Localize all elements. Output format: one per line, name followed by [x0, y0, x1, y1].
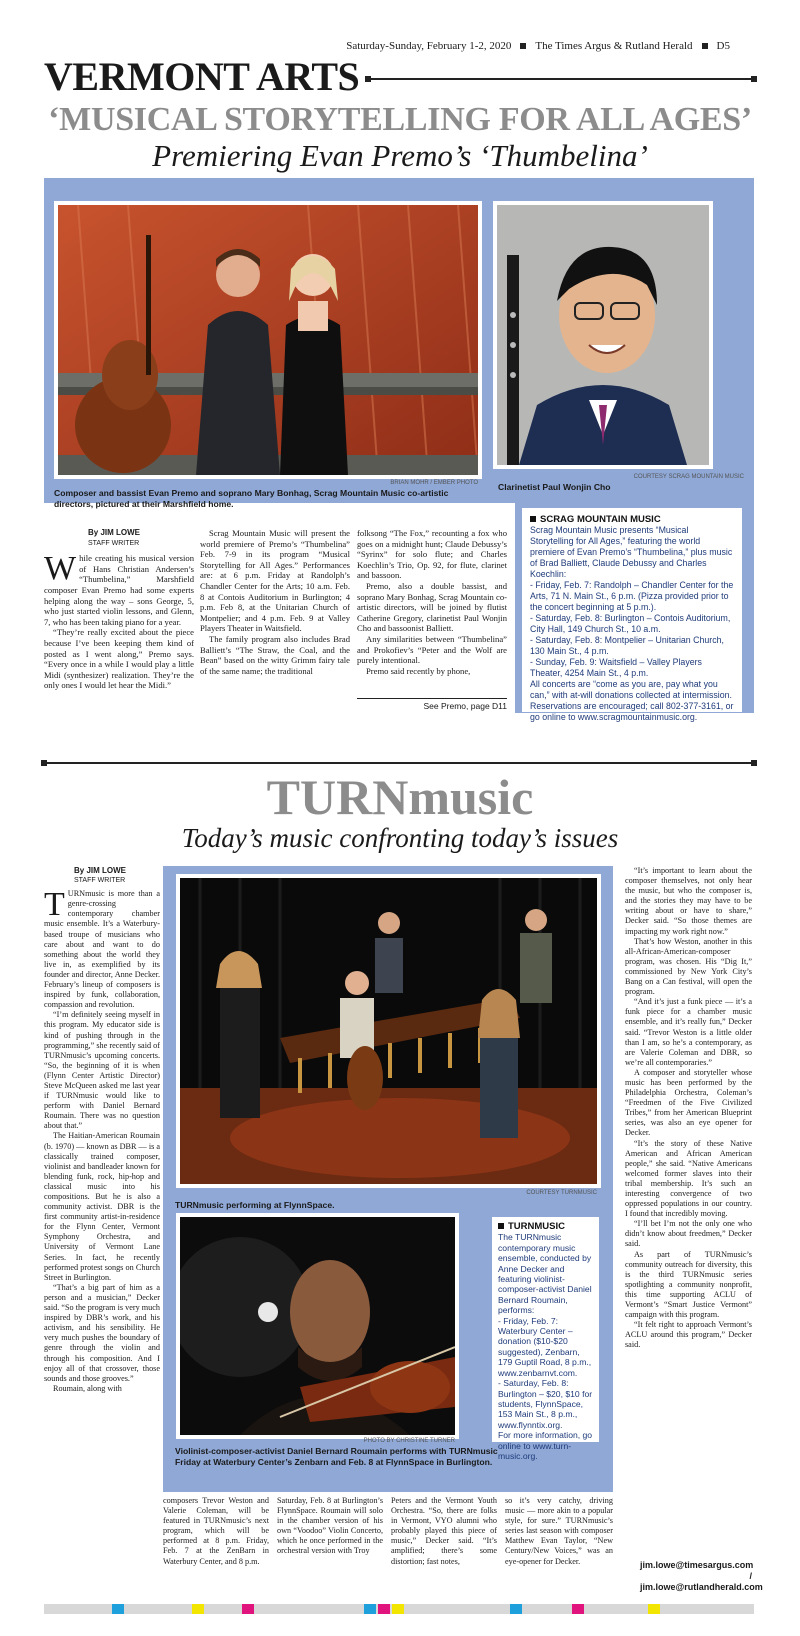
story1-photo-premo-bonhag — [58, 205, 478, 475]
color-swatch — [392, 1604, 404, 1614]
folio-page: D5 — [716, 40, 730, 52]
folio — [346, 40, 730, 52]
story1-paragraph: Premo said recently by phone, — [366, 665, 471, 676]
folio-date: Saturday-Sunday, February 1-2, 2020 — [346, 40, 512, 52]
story1-byline-role: STAFF WRITER — [88, 539, 140, 547]
color-swatch — [572, 1604, 584, 1614]
color-swatch — [378, 1604, 390, 1614]
color-swatch — [112, 1604, 124, 1614]
story2-paragraph: Peters and the Vermont Youth Orchestra. “So, there are folks in Vermont, VYO alumni who probably played this piece of music,” Decker said. “It’s amplified; there’s some distortion; fast notes, — [391, 1496, 497, 1566]
story2-bottom-col-2 — [277, 1496, 383, 1557]
story2-paragraph: “And it’s just a funk piece — it’s a funk piece for a chamber music ensemble, and it’s really fun,” Decker said. “Trevor Weston is a little older than I am, so he’s a contemporary, as are Valerie Coleman and DBR, so we’re all contemporaries.” — [625, 997, 752, 1067]
story2-headline: TURNmusic — [266, 769, 534, 825]
story2-paragraph: “It’s important to learn about the composer themselves, not only hear the music, but who the composer is, and the stories they may have to be writing about or have to share,” Decker said. “So those themes are impacting my work right now.” — [625, 866, 752, 936]
infobox-line: Scrag Mountain Music presents “Musical Storytelling for All Ages,” featuring the world premiere of Evan Premo’s “Thumbelina,” plus music of Brad Balliett, Claude Debussy and Charles Koechlin: — [530, 525, 733, 579]
story2-infobox — [492, 1217, 599, 1461]
story2-paragraph: so it’s very catchy, driving music — more akin to a popular style, for sure.” TURNmusic’s series last season with composer Matthew Evan Taylor, “New Century/New Voices,” was an eye-opener for Decker. — [505, 1496, 613, 1566]
story1-photo1-caption: Composer and bassist Evan Premo and soprano Mary Bonhag, Scrag Mountain Music co-artistic directors, pictured at their Marshfield home. — [54, 488, 449, 509]
section-rule — [368, 78, 754, 80]
story1-paragraph: hile creating his musical version of Hans Christian Andersen’s “Thumbelina,” Marshfield composer Evan Premo had some experts helping along the way – sons George, 5, who just started violin lessons, and Glenn, 7, who has been taking piano for a year. — [44, 553, 194, 627]
story2-photo1-credit: COURTESY TURNMUSIC — [526, 1190, 597, 1196]
infobox-line: - Saturday, Feb. 8: Burlington – Contois Auditorium, City Hall, 149 Church St., 10 a.m. — [530, 613, 731, 634]
photo-ensemble-image — [180, 878, 597, 1184]
story1-photo2-credit: COURTESY SCRAG MOUNTAIN MUSIC — [633, 474, 744, 480]
story1-paragraph: Any similarities between “Thumbelina” and Prokofiev’s “Peter and the Wolf are purely intentional. — [357, 633, 507, 666]
story1-paragraph: The family program also includes Brad Balliett’s “The Straw, the Coal, and the Bean” based on the witty Grimm fairy tale of the same name; the traditional — [200, 633, 350, 676]
story1-dek: Premiering Evan Premo’s ‘Thumbelina’ — [152, 138, 648, 173]
story2-infobox-heading: TURNMUSIC — [498, 1222, 593, 1232]
story2-paragraph: URNmusic is more than a genre-crossing contemporary chamber music ensemble. It’s a Waterbury-based troupe of musicians who care about and want to do something about the world they live in, as exemplified by its founder and director, Anne Decker. February’s lineup of composers is inspired by funk, collaboration, compassion and revolution. — [44, 889, 160, 1010]
story2-photo1-caption: TURNmusic performing at FlynnSpace. — [175, 1200, 335, 1210]
story2-email[interactable]: jim.lowe@timesargus.com / jim.lowe@rutlandherald.com — [640, 1560, 763, 1592]
story2-photo2-caption: Violinist-composer-activist Daniel Bernard Roumain performs with TURNmusic Friday at Waterbury Center’s Zenbarn and Feb. 8 at FlynnSpace in Burlington. — [175, 1446, 498, 1467]
story1-photo2-caption: Clarinetist Paul Wonjin Cho — [498, 482, 611, 492]
color-swatch — [510, 1604, 522, 1614]
infobox-line: All concerts are “come as you are, pay what you can,” with at-will donations collected at intermission. Reservations are encouraged; call 802-377-3161, or go online to www.scragmountainmusic.org. — [530, 679, 734, 722]
story1-drop-cap: W — [44, 550, 77, 588]
story2-byline-name: By JIM LOWE — [74, 866, 127, 875]
story2-paragraph: Saturday, Feb. 8 at Burlington’s FlynnSpace. Roumain will solo in the chamber version of his own “Voodoo” Violin Concerto, which he once performed in the orchestral version with Troy — [277, 1496, 383, 1556]
infobox-line: - Sunday, Feb. 9: Waitsfield – Valley Players Theater, 4254 Main St., 4 p.m. — [530, 657, 702, 678]
folio-paper: The Times Argus & Rutland Herald — [535, 40, 693, 52]
story2-byline-role: STAFF WRITER — [74, 877, 126, 885]
folio-separator — [520, 43, 526, 49]
color-swatch — [364, 1604, 376, 1614]
story2-photo-roumain — [180, 1217, 455, 1435]
story2-photo-ensemble — [180, 878, 597, 1184]
story2-paragraph: “I’ll bet I’m not the only one who didn’t know about freedmen,” Decker said. — [625, 1219, 752, 1249]
story2-drop-cap: T — [44, 886, 65, 924]
story2-paragraph: “I’m definitely seeing myself in this program. My educator side is kind of pushing through in the programming,” she recently said of TURNmusic’s upcoming concerts. “So, the beginning of it is when (Flynn Center Artistic Director) Steve McQueen asked me last year if TURNmusic would like to perform with Daniel Bernard Roumain. There was no question about that.” — [44, 1010, 160, 1131]
story2-bottom-col-1 — [163, 1496, 269, 1567]
story2-bottom-col-3 — [391, 1496, 497, 1567]
story-divider-rule — [44, 762, 754, 764]
story2-paragraph: “It’s the story of these Native American and African American people,” she said. “Native Americans welcomed former slaves into their tribal membership. It’s such an interesting convergence of two oppressed populations in our country. I found that incredibly moving. — [625, 1138, 752, 1219]
registration-color-bar — [44, 1604, 754, 1614]
story2-photo2-credit: PHOTO BY CHRISTINE TURNER — [363, 1438, 455, 1444]
story1-byline-name: By JIM LOWE — [88, 528, 141, 537]
section-title: VERMONT ARTS — [44, 54, 360, 99]
story1-column-1 — [44, 528, 194, 691]
infobox-line: - Friday, Feb. 7: Waterbury Center – donation ($10-$20 suggested), Zenbarn, 179 Guptil Road, 8 p.m., www.zenbarnvt.com. — [498, 1315, 592, 1378]
story2-paragraph: A composer and storyteller whose music has been performed by the Philadelphia Orchestra, Coleman’s “Freedmen of the Five Civilized Tribes,” from her American Blueprint series, was also an eye opener for Decker. — [625, 1067, 752, 1138]
story1-headline: ‘MUSICAL STORYTELLING FOR ALL AGES’ — [48, 101, 752, 138]
story2-column-right — [625, 866, 752, 1351]
story2-column-1 — [44, 866, 160, 1394]
story2-bottom-col-4 — [505, 1496, 613, 1567]
photo-premo-bonhag-image — [58, 205, 478, 475]
story1-byline — [88, 528, 194, 549]
story1-jump-line[interactable]: See Premo, page D11 — [357, 698, 507, 711]
infobox-line: - Saturday, Feb. 8: Burlington – $20, $10 for students, FlynnSpace, 153 Main St., 8 p.m., www.flynntix.org. — [498, 1378, 593, 1430]
story1-photo-cho — [497, 205, 709, 465]
infobox-line: The TURNmusic contemporary music ensemble, conducted by Anne Decker and featuring violinist-composer-activist Daniel Bernard Roumain, performs: — [498, 1232, 592, 1316]
photo-cho-image — [497, 205, 709, 465]
story2-byline — [74, 866, 160, 886]
story2-paragraph: “It felt right to approach Vermont’s ACLU around this program,” Decker said. — [625, 1320, 752, 1350]
story2-dek: Today’s music confronting today’s issues — [181, 823, 619, 853]
story1-photo1-credit: BRIAN MOHR / EMBER PHOTO — [390, 480, 478, 486]
infobox-line: - Friday, Feb. 7: Randolph – Chandler Center for the Arts, 71 N. Main St., 6 p.m. (Pizza provided prior to the concert beginning at 5 p.m.). — [530, 580, 734, 612]
folio-separator — [702, 43, 708, 49]
bullet-square-icon — [498, 1223, 504, 1229]
color-swatch — [648, 1604, 660, 1614]
story1-paragraph: Premo, also a double bassist, and soprano Mary Bonhag, Scrag Mountain co-artistic directors, will be joined by flutist Catherine Gregory, clarinetist Paul Wonjin Cho and bassoonist Balliett. — [357, 580, 507, 634]
story2-paragraph: The Haitian-American Roumain (b. 1970) — known as DBR — is a classically trained composer, violinist and bandleader known for blending funk, rock, hip-hop and classical music into his compositions. But he is also a community activist. DBR is the first community artist-in-residence for the Flynn Center, Vermont Symphony Orchestra, and University of Vermont Lane Series. In fact, he recently performed protest songs on Church Street in Burlington. — [44, 1131, 160, 1282]
story1-column-3 — [357, 528, 507, 676]
story1-infobox — [522, 508, 742, 722]
story2-paragraph: “That’s a big part of him as a person and a musician,” Decker said. “So the program is very much inspired by DBR’s work, and his activism, and his sensibility. He very much pushes the boundary of genre through the violin and through his composition. And I enjoy all of that crossover, those sounds and those grooves.” — [44, 1282, 160, 1383]
story1-infobox-heading: SCRAG MOUNTAIN MUSIC — [530, 514, 734, 525]
story1-paragraph: “They’re really excited about the piece because I’ve been keeping them kind of posted as I went along,” Premo says. “Every once in a while I would play a little Midi (synthesizer) realization. They’re the only ones I would let hear the Midi.” — [44, 627, 194, 691]
infobox-line: For more information, go online to www.turn-music.org. — [498, 1430, 593, 1461]
story1-column-2 — [200, 528, 350, 676]
story1-paragraph: Scrag Mountain Music will present the world premiere of Premo’s “Thumbelina” Feb. 7-9 in its program “Musical Storytelling for All Ages.” Performances are: at 6 p.m. Friday at Randolph’s Chandler Center for the Arts; 10 a.m. Feb. 8 at Contois Auditorium in Burlington; 4 p.m. Feb 8, at the Unitarian Church of Montpelier; and 4 p.m. Feb. 9 at Valley Players Theater in Waitsfield. — [200, 528, 350, 634]
photo-roumain-image — [180, 1217, 455, 1435]
story2-paragraph: Roumain, along with — [53, 1383, 122, 1393]
story2-paragraph: That’s how Weston, another in this all-African-American-composer program, was chosen. His “Dig It,” commissioned by New York City’s Bang on a Can festival, will open the program. — [625, 936, 752, 997]
infobox-line: - Saturday, Feb. 8: Montpelier – Unitarian Church, 130 Main St., 4 p.m. — [530, 635, 724, 656]
story1-paragraph: folksong “The Fox,” recounting a fox who goes on a midnight hunt; Claude Debussy’s “Syrinx” for solo flute; and Charles Koechlin’s Trio, Op. 92, for flute, clarinet and bassoon. — [357, 528, 507, 581]
story2-paragraph: composers Trevor Weston and Valerie Coleman, will be featured in TURNmusic’s next program, which will be performed at 8 p.m. Friday, Feb. 7 at the ZenBarn in Waterbury Center, and 8 p.m. — [163, 1496, 269, 1566]
color-swatch — [242, 1604, 254, 1614]
color-swatch — [192, 1604, 204, 1614]
bullet-square-icon — [530, 516, 536, 522]
story2-paragraph: As part of TURNmusic’s community outreach for diversity, this is the third TURNmusic series spotlighting a community nonprofit, this time supporting ACLU of Vermont’s “Smart Justice Vermont” campaign with this program. — [625, 1249, 752, 1320]
